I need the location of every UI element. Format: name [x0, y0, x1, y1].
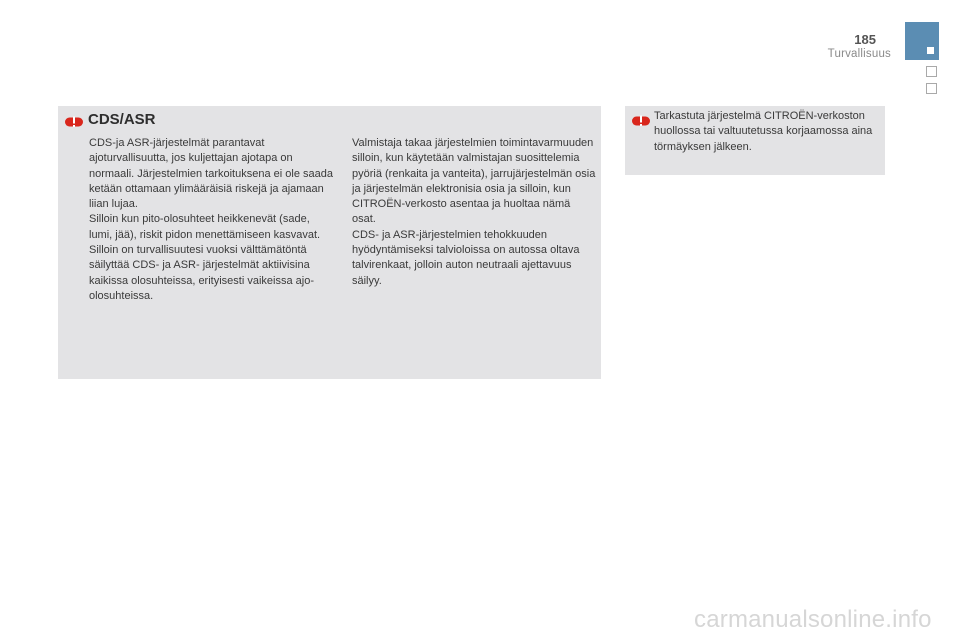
- warning-icon: [632, 113, 650, 129]
- paragraph: CDS- ja ASR-järjestelmien tehokkuuden hyödyntämiseksi talvioloissa on autossa oltava talvirenkaat, jolloin auton neutraali ajettavuus säilyy.: [352, 228, 580, 287]
- paragraph: CDS-ja ASR-järjestelmät parantavat ajoturvallisuutta, jos kuljettajan ajotapa on normaali. Järjestelmien tarkoituksena ei ole saada ketään ottamaan ylimääräisiä riskejä ja ajamaan liian lujaa.: [89, 137, 333, 211]
- chapter-marker-outline-1: [926, 66, 937, 77]
- page-number: 185: [854, 32, 876, 47]
- warning-icon: [65, 114, 83, 130]
- right-column: [352, 136, 597, 289]
- box-title: CDS/ASR: [88, 111, 156, 128]
- left-column: [89, 136, 334, 304]
- side-note-box: [625, 106, 885, 175]
- cds-asr-box: [58, 106, 601, 379]
- chapter-tab-marker-icon: [927, 47, 934, 54]
- chapter-tab: [905, 22, 939, 60]
- chapter-marker-outline-2: [926, 83, 937, 94]
- side-note-text: Tarkastuta järjestelmä CITROËN-verkoston huollossa tai valtuutetussa korjaamossa aina törmäyksen jälkeen.: [654, 110, 873, 153]
- section-label: Turvallisuus: [827, 48, 891, 60]
- paragraph: Silloin kun pito-olosuhteet heikkenevät (sade, lumi, jää), riskit pidon menettämiseen kasvavat. Silloin on turvallisuutesi vuoksi välttämätöntä säilyttää CDS- ja ASR- järjestelmät aktiivisina kaikissa olosuhteissa, erityisesti vaikeissa ajo-olosuhteissa.: [89, 213, 321, 302]
- watermark: carmanualsonline.info: [694, 606, 932, 633]
- paragraph: Valmistaja takaa järjestelmien toimintavarmuuden silloin, kun käytetään valmistajan suosittelemia pyöriä (renkaita ja vanteita), jarrujärjestelmän osia ja järjestelmän elektronisia osia ja silloin, kun CITROËN-verkosto asentaa ja huoltaa nämä osat.: [352, 137, 596, 226]
